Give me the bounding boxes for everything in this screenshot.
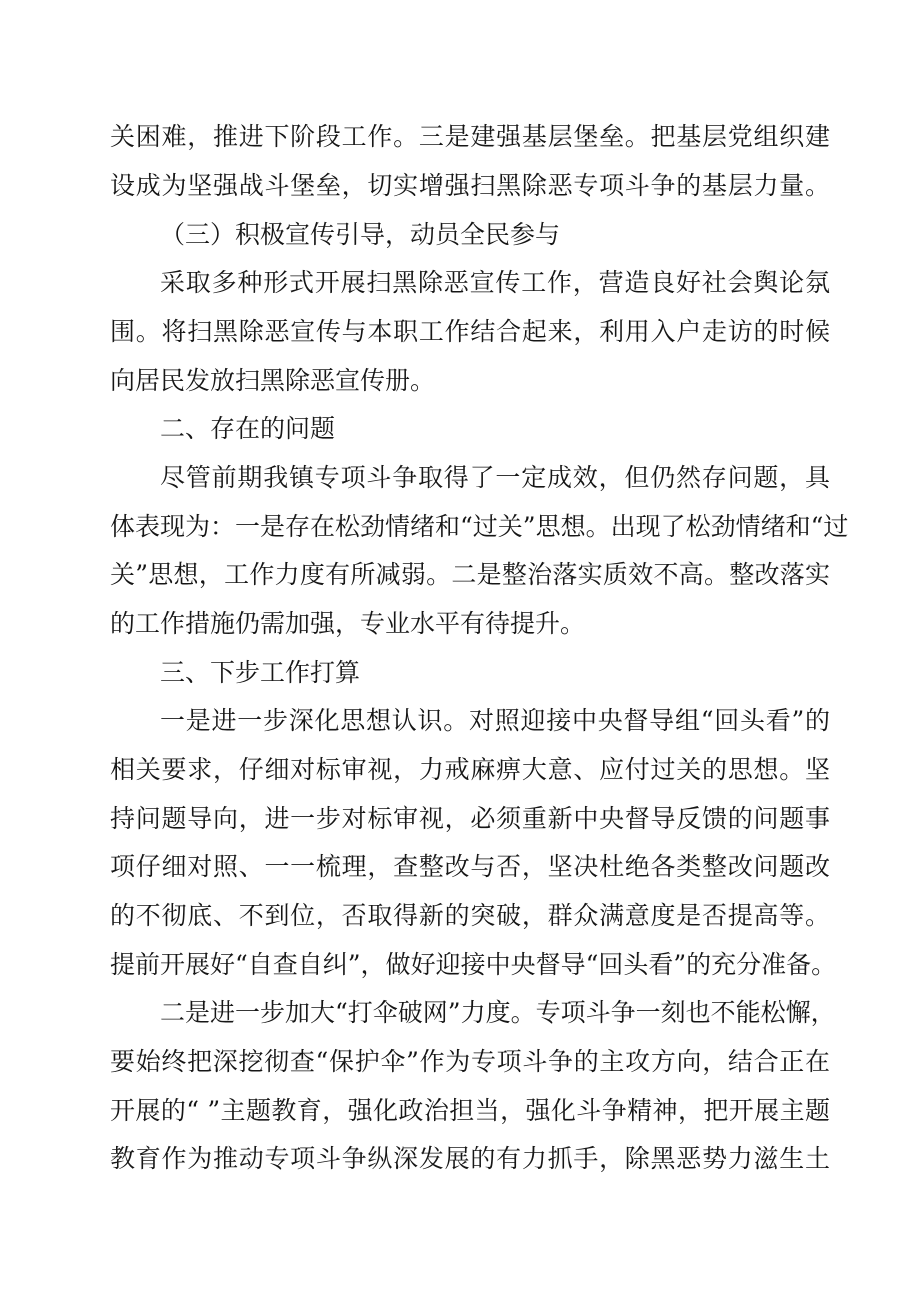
text-line: 体表现为：一是存在松劲情绪和“过关”思想。出现了松劲情绪和“过	[110, 512, 849, 541]
text-line: 关”思想，工作力度有所减弱。二是整治落实质效不高。整改落实	[110, 560, 830, 589]
text-line: 相关要求，仔细对标审视，力戒麻痹大意、应付过关的思想。坚	[110, 755, 830, 784]
section-heading: 三、下步工作打算	[160, 658, 361, 687]
text-line: 设成为坚强战斗堡垒，切实增强扫黑除恶专项斗争的基层力量。	[110, 171, 830, 200]
section-heading: 二、存在的问题	[160, 414, 336, 443]
text-line: 提前开展好“自查自纠”，做好迎接中央督导“回头看”的充分准备。	[110, 950, 837, 979]
text-line: 关困难，推进下阶段工作。三是建强基层堡垒。把基层党组织建	[110, 122, 830, 151]
text-line: 持问题导向，进一步对标审视，必须重新中央督导反馈的问题事	[110, 804, 830, 833]
text-line: 一是进一步深化思想认识。对照迎接中央督导组“回头看”的	[160, 706, 830, 735]
text-line: 的不彻底、不到位，否取得新的突破，群众满意度是否提高等。	[110, 901, 830, 930]
text-line: 要始终把深挖彻查“保护伞”作为专项斗争的主攻方向，结合正在	[110, 1047, 830, 1076]
text-line: 二是进一步加大“打伞破网”力度。专项斗争一刻也不能松懈，	[160, 998, 836, 1027]
text-line: 尽管前期我镇专项斗争取得了一定成效，但仍然存问题，具	[160, 463, 830, 492]
text-line: 的工作措施仍需加强，专业水平有待提升。	[110, 609, 586, 638]
text-line: 教育作为推动专项斗争纵深发展的有力抓手，除黑恶势力滋生土	[110, 1144, 830, 1173]
text-line: 向居民发放扫黑除恶宣传册。	[110, 366, 436, 395]
text-line: 开展的“ ”主题教育，强化政治担当，强化斗争精神，把开展主题	[110, 1096, 830, 1125]
text-line: 围。将扫黑除恶宣传与本职工作结合起来，利用入户走访的时候	[110, 317, 830, 346]
text-line: 项仔细对照、一一梳理，查整改与否，坚决杜绝各类整改问题改	[110, 852, 830, 881]
section-heading: （三）积极宣传引导，动员全民参与	[160, 220, 561, 249]
text-line: 采取多种形式开展扫黑除恶宣传工作，营造良好社会舆论氛	[160, 268, 830, 297]
